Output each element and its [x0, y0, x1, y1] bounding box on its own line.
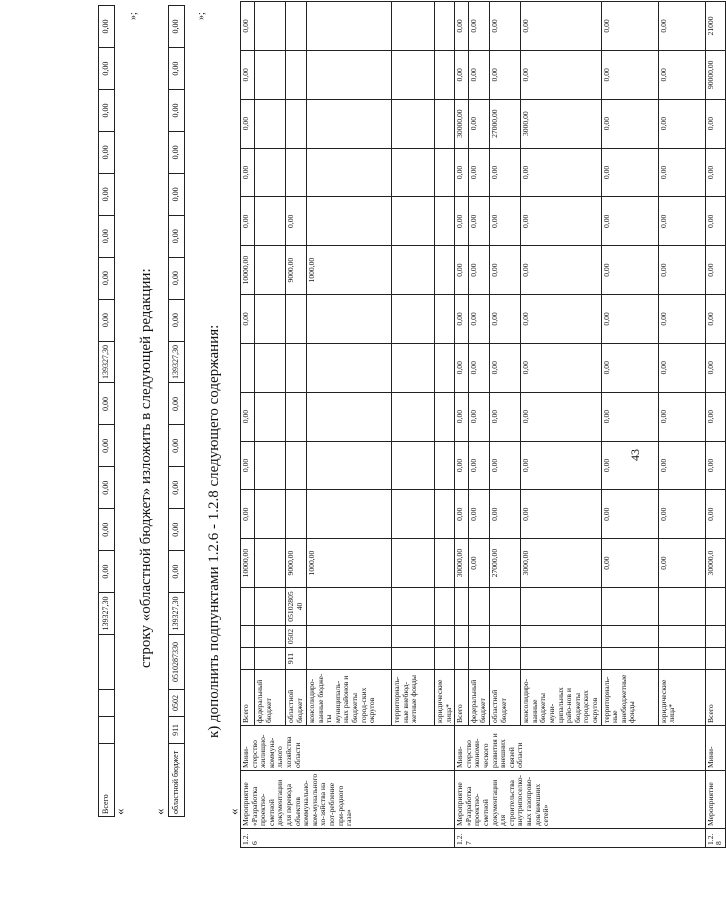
amount-cell	[392, 295, 435, 344]
csr-code	[255, 588, 286, 626]
amount-cell	[435, 441, 455, 490]
amount-cell: 0,00	[601, 490, 658, 539]
amount-cell	[255, 148, 286, 197]
grbs-code	[705, 648, 725, 670]
amount-cell	[435, 50, 455, 99]
amount-cell: 21000	[705, 2, 725, 51]
funding-source: консолидиро-ванные бюджеты муни-ципальных райо-нов и бюджеты городских округов	[521, 670, 601, 726]
amount-cell: 0,00	[490, 343, 521, 392]
amount-cell	[286, 441, 307, 490]
heading-oblast: строку «областной бюджет» изложить в следующей редакции:	[138, 268, 154, 668]
amount-cell: 0,00	[601, 148, 658, 197]
amount-cell	[307, 295, 392, 344]
item-number: 1.2.6	[241, 829, 455, 848]
amount-cell: 0,00	[241, 148, 255, 197]
oblast-label: областной бюджет	[169, 744, 185, 817]
amount-cell: 0,00	[705, 99, 725, 148]
amount-cell: 1000,00	[307, 539, 392, 588]
row-obl-value-2: 0,00	[169, 551, 185, 593]
close-quote-2: »;	[196, 12, 207, 20]
amount-cell: 3000,00	[521, 539, 601, 588]
row-obl-value-7: 139327,30	[169, 341, 185, 383]
rzpr-code	[435, 626, 455, 648]
row-obl-value-9: 0,00	[169, 257, 185, 299]
amount-cell	[255, 539, 286, 588]
amount-cell: 0,00	[455, 392, 469, 441]
amount-cell: 0,00	[521, 2, 601, 51]
grbs-code	[601, 648, 658, 670]
amount-cell: 0,00	[455, 441, 469, 490]
amount-cell	[255, 490, 286, 539]
amount-cell	[392, 392, 435, 441]
amount-cell	[286, 99, 307, 148]
amount-cell: 0,00	[658, 343, 705, 392]
page-number: 43	[628, 449, 642, 461]
amount-cell	[255, 50, 286, 99]
amount-cell: 27000,00	[490, 99, 521, 148]
rzpr-code	[392, 626, 435, 648]
rzpr-code: 0502	[286, 626, 307, 648]
table-row	[658, 2, 705, 848]
table-row	[705, 2, 725, 848]
amount-cell	[286, 2, 307, 51]
grbs-code	[255, 648, 286, 670]
table-row	[601, 2, 658, 848]
amount-cell	[392, 539, 435, 588]
amount-cell: 0,00	[658, 50, 705, 99]
amount-cell: 0,00	[455, 295, 469, 344]
amount-cell	[435, 490, 455, 539]
row-total-value-4: 0,00	[99, 467, 115, 509]
row-obl-value-5: 0,00	[169, 425, 185, 467]
oblast-grbs: 911	[169, 717, 185, 744]
heading-add: к) дополнить подпунктами 1.2.6 - 1.2.8 следующего содержания:	[206, 324, 222, 738]
row-obl-value-10: 0,00	[169, 215, 185, 257]
table-row	[169, 6, 185, 817]
amount-cell	[307, 490, 392, 539]
amount-cell	[307, 148, 392, 197]
total-label: Всего	[99, 744, 115, 817]
amount-cell	[255, 246, 286, 295]
amount-cell: 0,00	[658, 490, 705, 539]
amount-cell: 10000,00	[241, 539, 255, 588]
amount-cell: 0,00	[658, 99, 705, 148]
csr-code	[521, 588, 601, 626]
grbs-code	[241, 648, 255, 670]
amount-cell: 0,00	[490, 2, 521, 51]
amount-cell: 0,00	[469, 246, 490, 295]
table-row	[255, 2, 286, 848]
amount-cell: 0,00	[455, 490, 469, 539]
amount-cell: 0,00	[469, 539, 490, 588]
amount-cell: 3000,00	[521, 99, 601, 148]
amount-cell: 0,00	[521, 392, 601, 441]
csr-code	[469, 588, 490, 626]
funding-source: юридические лица*	[435, 670, 455, 726]
rzpr-code	[241, 626, 255, 648]
amount-cell	[435, 246, 455, 295]
amount-cell: 0,00	[241, 441, 255, 490]
subitems-table	[240, 1, 726, 848]
amount-cell: 0,00	[601, 50, 658, 99]
csr-code	[307, 588, 392, 626]
amount-cell: 0,00	[455, 197, 469, 246]
amount-cell: 0,00	[241, 50, 255, 99]
amount-cell: 0,00	[469, 392, 490, 441]
rzpr-code	[601, 626, 658, 648]
amount-cell: 9000,00	[286, 246, 307, 295]
amount-cell: 90000,00	[705, 50, 725, 99]
close-quote-1: »;	[128, 12, 139, 20]
grbs-code	[435, 648, 455, 670]
amount-cell: 0,00	[705, 392, 725, 441]
amount-cell: 0,00	[469, 197, 490, 246]
amount-cell	[392, 441, 435, 490]
amount-cell: 0,00	[658, 441, 705, 490]
funding-source: территориаль-ные внебюд-жетные фонды	[392, 670, 435, 726]
oblast-rzpr: 0502	[169, 690, 185, 717]
row-obl-value-14: 0,00	[169, 48, 185, 90]
row-obl-value-12: 0,00	[169, 131, 185, 173]
amount-cell	[255, 99, 286, 148]
total-row-table	[98, 5, 115, 817]
amount-cell	[307, 392, 392, 441]
amount-cell: 0,00	[241, 392, 255, 441]
rzpr-code	[307, 626, 392, 648]
amount-cell	[435, 343, 455, 392]
row-obl-value-11: 0,00	[169, 173, 185, 215]
item-title: Мероприятие «Разработка проектно-сметной документации для строительства внутрипоселко-вых газопрово-дов/внешних сетей»	[455, 771, 705, 829]
row-total-value-13: 0,00	[99, 90, 115, 132]
funding-source: Всего	[241, 670, 255, 726]
amount-cell: 0,00	[705, 343, 725, 392]
amount-cell: 0,00	[469, 441, 490, 490]
amount-cell: 0,00	[601, 246, 658, 295]
amount-cell: 0,00	[469, 343, 490, 392]
grbs-code	[521, 648, 601, 670]
row-obl-value-6: 0,00	[169, 383, 185, 425]
amount-cell: 0,00	[521, 343, 601, 392]
amount-cell: 0,00	[705, 246, 725, 295]
table-row	[286, 2, 307, 848]
amount-cell: 0,00	[658, 246, 705, 295]
row-obl-value-8: 0,00	[169, 299, 185, 341]
item-executor: Мини-	[705, 726, 725, 771]
amount-cell: 0,00	[490, 490, 521, 539]
item-executor: Мини-стерство экономи-ческого развития и внешних связей области	[455, 726, 705, 771]
row-total-value-14: 0,00	[99, 48, 115, 90]
amount-cell: 0,00	[705, 441, 725, 490]
amount-cell: 0,00	[469, 148, 490, 197]
funding-source: Всего	[455, 670, 469, 726]
amount-cell	[435, 2, 455, 51]
csr-code	[658, 588, 705, 626]
amount-cell	[392, 343, 435, 392]
amount-cell	[255, 2, 286, 51]
amount-cell	[392, 197, 435, 246]
table-row	[99, 6, 115, 817]
amount-cell: 0,00	[658, 539, 705, 588]
amount-cell: 27000,00	[490, 539, 521, 588]
amount-cell	[241, 343, 255, 392]
amount-cell: 0,00	[241, 295, 255, 344]
amount-cell: 0,00	[658, 148, 705, 197]
amount-cell: 0,00	[521, 490, 601, 539]
funding-source: федеральный бюджет	[255, 670, 286, 726]
grbs-code	[490, 648, 521, 670]
csr-code	[241, 588, 255, 626]
amount-cell	[435, 539, 455, 588]
amount-cell: 0,00	[705, 148, 725, 197]
funding-source: юридические лица*	[658, 670, 705, 726]
amount-cell: 0,00	[455, 148, 469, 197]
amount-cell: 0,00	[241, 490, 255, 539]
amount-cell	[392, 2, 435, 51]
amount-cell: 0,00	[490, 50, 521, 99]
rzpr-code	[490, 626, 521, 648]
item-title: Мероприятие «Разработка проектно-сметной документации для перевода объектов коммунально-ком-мунального хо-зяйства на пот-ребление при-родного газа»	[241, 771, 455, 829]
row-obl-value-4: 0,00	[169, 467, 185, 509]
grbs-code	[392, 648, 435, 670]
item-title: Мероприятие	[705, 771, 725, 829]
rzpr-code	[705, 626, 725, 648]
row-total-value-9: 0,00	[99, 257, 115, 299]
row-total-value-10: 0,00	[99, 215, 115, 257]
amount-cell	[286, 490, 307, 539]
grbs-code	[307, 648, 392, 670]
amount-cell: 0,00	[705, 295, 725, 344]
csr-code	[435, 588, 455, 626]
item-number: 1.2.8	[705, 829, 725, 848]
amount-cell	[435, 197, 455, 246]
amount-cell	[307, 343, 392, 392]
rzpr-code	[255, 626, 286, 648]
amount-cell: 0,00	[455, 343, 469, 392]
amount-cell: 0,00	[521, 148, 601, 197]
table-row	[521, 2, 601, 848]
amount-cell: 0,00	[521, 197, 601, 246]
amount-cell: 0,00	[490, 148, 521, 197]
oblast-row-table	[168, 5, 185, 817]
amount-cell: 0,00	[658, 2, 705, 51]
amount-cell	[307, 197, 392, 246]
amount-cell	[392, 490, 435, 539]
amount-cell: 0,00	[469, 50, 490, 99]
amount-cell	[435, 148, 455, 197]
amount-cell	[435, 99, 455, 148]
amount-cell	[307, 2, 392, 51]
amount-cell	[392, 148, 435, 197]
amount-cell: 0,00	[705, 490, 725, 539]
table-row	[241, 2, 255, 848]
amount-cell: 0,00	[601, 539, 658, 588]
row-total-value-6: 0,00	[99, 383, 115, 425]
row-total-value-12: 0,00	[99, 131, 115, 173]
amount-cell: 0,00	[601, 295, 658, 344]
row-obl-value-15: 0,00	[169, 6, 185, 48]
open-quote-3: «	[226, 808, 241, 815]
rzpr-code	[469, 626, 490, 648]
csr-code	[601, 588, 658, 626]
amount-cell: 0,00	[455, 2, 469, 51]
amount-cell	[286, 392, 307, 441]
grbs-code	[658, 648, 705, 670]
amount-cell	[307, 441, 392, 490]
row-total-value-5: 0,00	[99, 425, 115, 467]
funding-source: областной бюджет	[286, 670, 307, 726]
table-row	[435, 2, 455, 848]
amount-cell: 0,00	[469, 99, 490, 148]
amount-cell: 1000,00	[307, 246, 392, 295]
amount-cell	[255, 197, 286, 246]
row-total-value-2: 0,00	[99, 551, 115, 593]
amount-cell: 0,00	[490, 295, 521, 344]
amount-cell: 0,00	[521, 441, 601, 490]
amount-cell	[286, 295, 307, 344]
grbs-code: 911	[286, 648, 307, 670]
row-total-value-7: 139327,30	[99, 341, 115, 383]
amount-cell	[435, 392, 455, 441]
row-total-value-11: 0,00	[99, 173, 115, 215]
amount-cell: 30000,00	[455, 99, 469, 148]
amount-cell	[255, 295, 286, 344]
amount-cell	[307, 99, 392, 148]
open-quote-2: «	[152, 808, 167, 815]
table-row	[469, 2, 490, 848]
oblast-csr: 0510287330	[169, 635, 185, 690]
row-total-value-3: 0,00	[99, 509, 115, 551]
amount-cell: 0,00	[601, 2, 658, 51]
amount-cell: 0,00	[241, 2, 255, 51]
item-number: 1.2.7	[455, 829, 705, 848]
table-row	[455, 2, 469, 848]
amount-cell: 0,00	[658, 197, 705, 246]
funding-source: федеральный бюджет	[469, 670, 490, 726]
row-total-value-1: 139327,30	[99, 593, 115, 635]
table-row	[307, 2, 392, 848]
csr-code: 0510280540	[286, 588, 307, 626]
amount-cell: 0,00	[455, 50, 469, 99]
amount-cell: 0,00	[490, 246, 521, 295]
amount-cell	[307, 50, 392, 99]
amount-cell: 0,00	[705, 197, 725, 246]
amount-cell	[286, 343, 307, 392]
amount-cell	[255, 343, 286, 392]
amount-cell: 0,00	[241, 99, 255, 148]
row-total-value-15: 0,00	[99, 6, 115, 48]
amount-cell: 0,00	[455, 246, 469, 295]
csr-code	[392, 588, 435, 626]
grbs-code	[469, 648, 490, 670]
row-total-value-8: 0,00	[99, 299, 115, 341]
row-obl-value-1: 139327,30	[169, 593, 185, 635]
amount-cell: 0,00	[241, 197, 255, 246]
amount-cell: 0,00	[469, 295, 490, 344]
amount-cell: 30000,0	[705, 539, 725, 588]
amount-cell: 0,00	[490, 392, 521, 441]
funding-source: территориаль-ные внебюджетные фонды	[601, 670, 658, 726]
table-row	[392, 2, 435, 848]
amount-cell: 0,00	[658, 392, 705, 441]
funding-source: Всего	[705, 670, 725, 726]
amount-cell	[286, 50, 307, 99]
amount-cell: 0,00	[521, 295, 601, 344]
amount-cell	[255, 392, 286, 441]
amount-cell: 0,00	[490, 197, 521, 246]
item-executor: Мини-стерство жилищно-коммуна-льного хозяйства области	[241, 726, 455, 771]
open-quote: «	[112, 808, 127, 815]
table-row	[490, 2, 521, 848]
amount-cell	[435, 295, 455, 344]
grbs-code	[455, 648, 469, 670]
rzpr-code	[455, 626, 469, 648]
csr-code	[705, 588, 725, 626]
row-obl-value-13: 0,00	[169, 90, 185, 132]
amount-cell	[255, 441, 286, 490]
amount-cell	[392, 246, 435, 295]
amount-cell: 0,00	[601, 99, 658, 148]
amount-cell: 0,00	[490, 441, 521, 490]
amount-cell: 0,00	[469, 490, 490, 539]
amount-cell	[286, 148, 307, 197]
amount-cell: 0,00	[521, 50, 601, 99]
amount-cell: 0,00	[469, 2, 490, 51]
amount-cell: 9000,00	[286, 539, 307, 588]
amount-cell: 0,00	[601, 441, 658, 490]
amount-cell	[392, 50, 435, 99]
rzpr-code	[521, 626, 601, 648]
csr-code	[490, 588, 521, 626]
csr-code	[455, 588, 469, 626]
amount-cell: 0,00	[658, 295, 705, 344]
amount-cell: 0,00	[601, 197, 658, 246]
amount-cell	[392, 99, 435, 148]
funding-source: областной бюджет	[490, 670, 521, 726]
amount-cell: 10000,00	[241, 246, 255, 295]
amount-cell: 0,00	[601, 343, 658, 392]
funding-source: консолидиро-ванные бюдже-ты муниципаль-ных районов и бюджеты город-ских округов	[307, 670, 392, 726]
amount-cell: 0,00	[521, 246, 601, 295]
amount-cell: 30000,00	[455, 539, 469, 588]
amount-cell: 0,00	[286, 197, 307, 246]
amount-cell: 0,00	[601, 392, 658, 441]
row-obl-value-3: 0,00	[169, 509, 185, 551]
rzpr-code	[658, 626, 705, 648]
